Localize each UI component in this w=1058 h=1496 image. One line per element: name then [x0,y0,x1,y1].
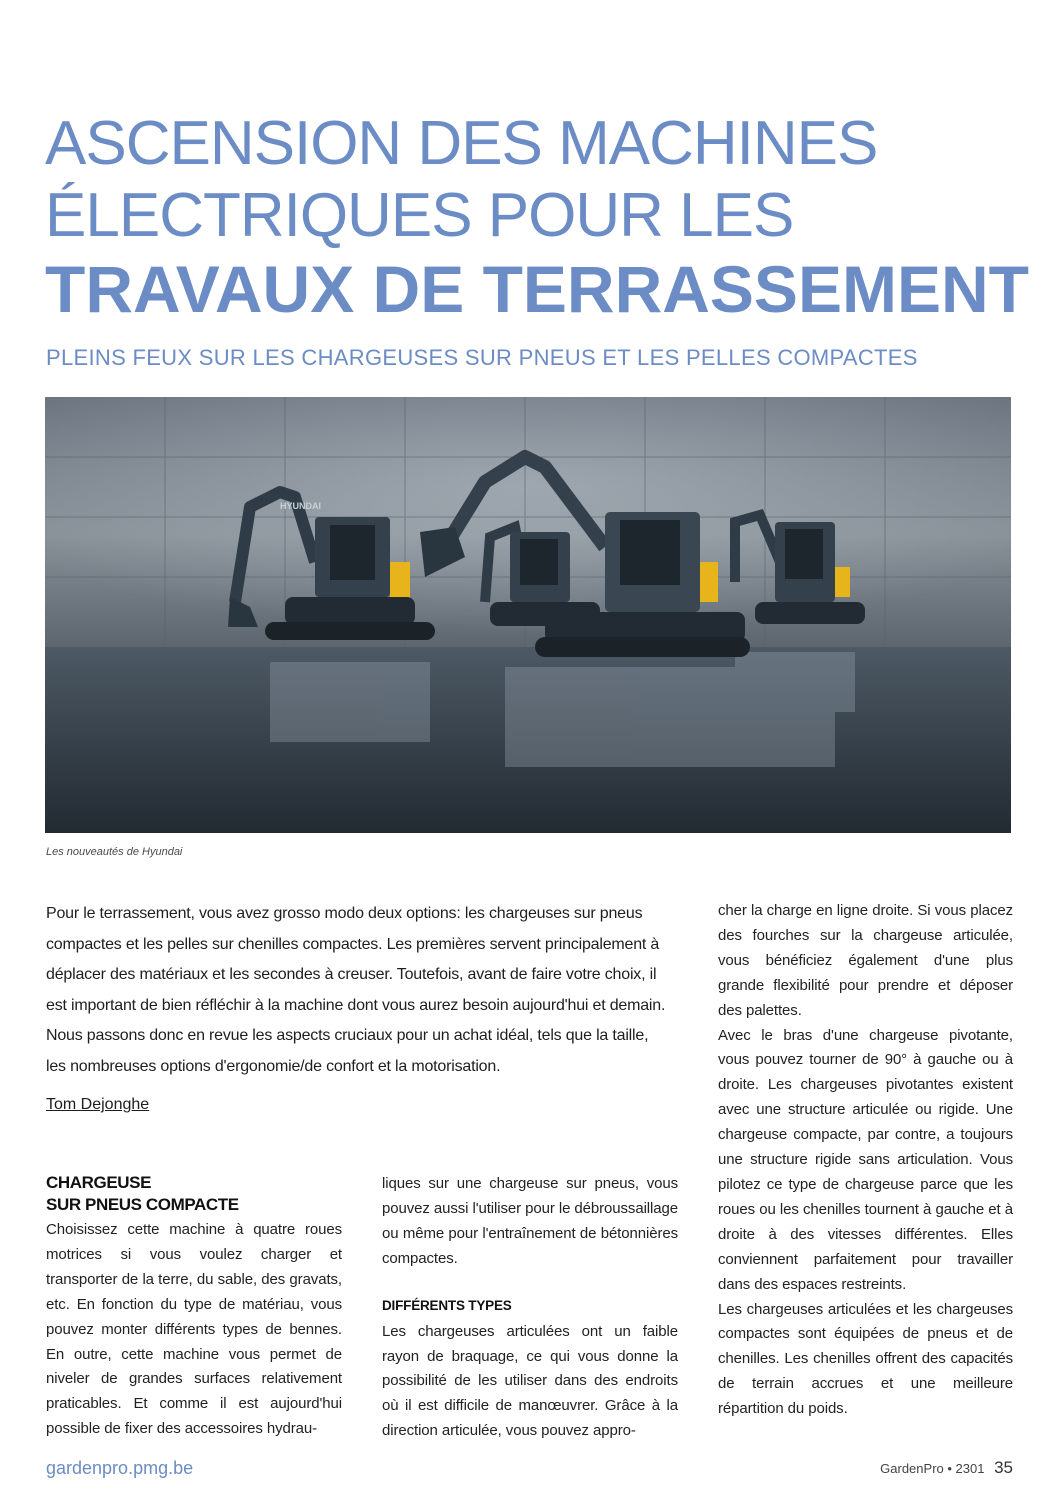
footer-issue-label: GardenPro • 2301 [880,1461,985,1476]
footer-issue [880,1458,1013,1478]
col3-paragraph-1: cher la charge en ligne droite. Si vous placez des fourches sur la chargeuse articulée, vous bénéficiez également d'une plus grande flexibilité pour prendre et déposer des palettes. [718,902,1013,1019]
title-line-1: ASCENSION DES MACHINES [45,109,878,178]
column-1 [46,1172,342,1442]
intro-paragraph: Pour le terrassement, vous avez grosso modo deux options: les chargeuses sur pneus compactes et les pelles sur chenilles compactes. Les premières servent principalement à déplacer des matériaux et les secondes à creuser. Toutefois, avant de faire votre choix, il est important de bien réfléchir à la machine dont vous aurez besoin aujourd'hui et demain. Nous passons donc en revue les aspects cruciaux pour un achat idéal, tels que la taille, les nombreuses options d'ergonomie/de confort et la motorisation. [46,905,666,1075]
section-heading-line-2: SUR PNEUS COMPACTE [46,1195,239,1214]
column-3 [718,899,1013,1422]
section-heading-line-1: CHARGEUSE [46,1173,152,1192]
article-subtitle: PLEINS FEUX SUR LES CHARGEUSES SUR PNEUS ET LES PELLES COMPACTES [46,345,918,370]
image-caption: Les nouveautés de Hyundai [46,846,183,858]
hero-image [45,397,1011,833]
article-title [45,108,1029,326]
author-link[interactable]: Tom Dejonghe [46,1096,150,1113]
title-line-3: TRAVAUX DE TERRASSEMENT [45,252,1029,326]
footer-website-link[interactable]: gardenpro.pmg.be [46,1458,194,1478]
page-number: 35 [994,1458,1013,1477]
title-line-2: ÉLECTRIQUES POUR LES [45,181,794,250]
col3-paragraph-2: Avec le bras d'une chargeuse pivotante, vous pouvez tourner de 90° à gauche ou à droite. Les chargeuses pivotantes existent avec une structure articulée ou rigide. Une chargeuse compacte, par contre, a toujours une structure rigide sans articulation. Vous pilotez ce type de chargeuse parce que les roues ou les chenilles tournent à gauche et à droite à des vitesses différentes. Elles conviennent parfaitement pour travailler dans des espaces restreints. [718,1026,1013,1293]
col3-paragraph-3: Les chargeuses articulées et les chargeuses compactes sont équipées de pneus et de chenilles. Les chenilles offrent des capacités de terrain accrues et une meilleure répartition du poids. [718,1300,1013,1418]
col2-paragraph-1: liques sur une chargeuse sur pneus, vous pouvez aussi l'utiliser pour le débroussaillage ou même pour l'entraînement de bétonnières compactes. [382,1175,678,1267]
col1-paragraph: Choisissez cette machine à quatre roues motrices si vous voulez charger et transporter de la terre, du sable, des gravats, etc. En fonction du type de matériau, vous pouvez monter différents types de bennes. En outre, cette machine vous permet de niveler de grandes surfaces relativement praticables. Et comme il est aujourd'hui possible de fixer des accessoires hydrau- [46,1221,342,1438]
section-heading-chargeuse [46,1172,342,1216]
col2-paragraph-2: Les chargeuses articulées ont un faible rayon de braquage, ce qui vous donne la possibilité de les utiliser dans des endroits où il est difficile de manœuvrer. Grâce à la direction articulée, vous pouvez appro- [382,1322,678,1440]
column-2 [382,1172,678,1444]
hero-brand-text: HYUNDAI [280,501,322,511]
excavators-photo-icon [45,397,1011,833]
section-heading-types: DIFFÉRENTS TYPES [382,1297,512,1313]
